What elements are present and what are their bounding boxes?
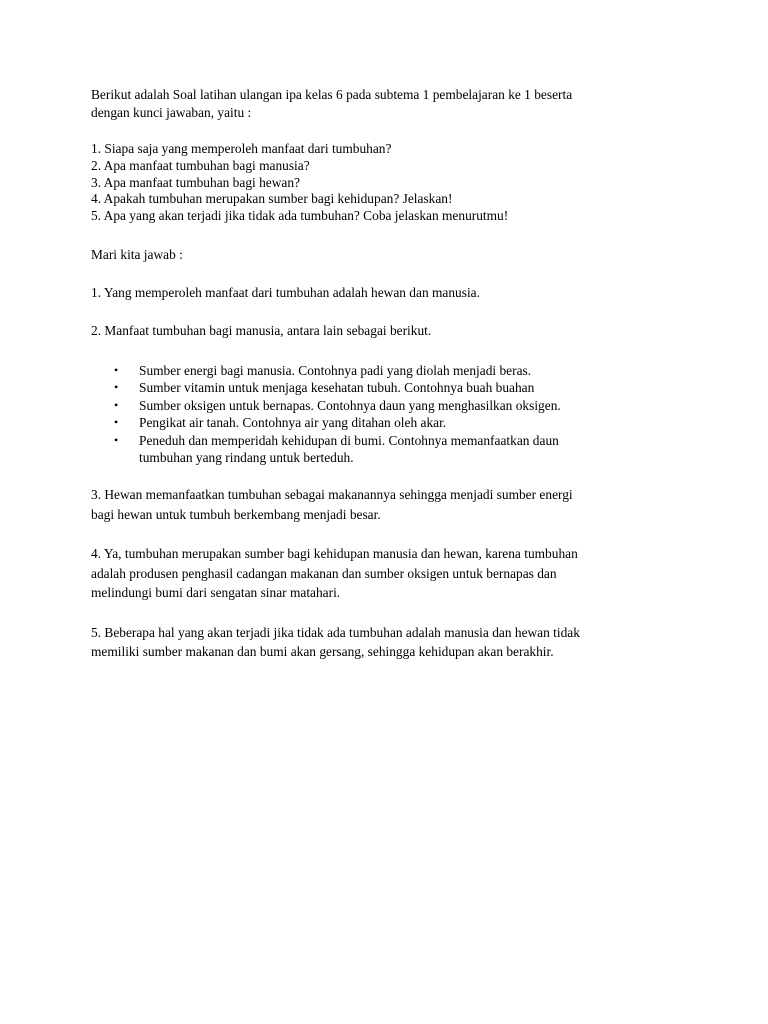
bullet-icon: • <box>114 362 119 377</box>
document-page <box>91 86 681 662</box>
bullet-text: Sumber energi bagi manusia. Contohnya padi yang diolah menjadi beras. <box>139 362 532 378</box>
bullet-item-5 <box>91 432 681 467</box>
answer-4-line-2: adalah produsen penghasil cadangan makanan dan sumber oksigen untuk bernapas dan <box>91 565 557 581</box>
bullet-item-3 <box>91 397 681 414</box>
answer-2-bullet-list <box>91 362 681 466</box>
answers-heading: Mari kita jawab : <box>91 246 183 262</box>
question-item-5: 5. Apa yang akan terjadi jika tidak ada tumbuhan? Coba jelaskan menurutmu! <box>91 208 509 224</box>
question-list <box>91 141 681 225</box>
bullet-icon: • <box>114 432 119 447</box>
answer-4-line-1: 4. Ya, tumbuhan merupakan sumber bagi kehidupan manusia dan hewan, karena tumbuhan <box>91 546 578 562</box>
bullet-text: Sumber oksigen untuk bernapas. Contohnya daun yang menghasilkan oksigen. <box>139 397 561 413</box>
bullet-icon: • <box>114 397 119 412</box>
question-item-1: 1. Siapa saja yang memperoleh manfaat dari tumbuhan? <box>91 141 392 156</box>
intro-line-2: dengan kunci jawaban, yaitu : <box>91 104 252 120</box>
bullet-item-2 <box>91 379 681 396</box>
bullet-text: Sumber vitamin untuk menjaga kesehatan tubuh. Contohnya buah buahan <box>139 380 535 396</box>
bullet-text: Peneduh dan memperidah kehidupan di bumi. Contohnya memanfaatkan daun <box>139 432 559 448</box>
bullet-icon: • <box>114 415 119 430</box>
answer-4 <box>91 544 681 603</box>
answer-3 <box>91 485 681 524</box>
intro-line-1: Berikut adalah Soal latihan ulangan ipa kelas 6 pada subtema 1 pembelajaran ke 1 beserta <box>91 87 573 102</box>
answer-4-line-3: melindungi bumi dari sengatan sinar matahari. <box>91 585 341 601</box>
answer-3-line-2: bagi hewan untuk tumbuh berkembang menjadi besar. <box>91 506 381 522</box>
question-item-4: 4. Apakah tumbuhan merupakan sumber bagi kehidupan? Jelaskan! <box>91 191 453 207</box>
question-item-2: 2. Apa manfaat tumbuhan bagi manusia? <box>91 157 310 173</box>
bullet-item-4 <box>91 414 681 431</box>
bullet-item-1 <box>91 362 681 379</box>
answer-3-line-1: 3. Hewan memanfaatkan tumbuhan sebagai makanannya sehingga menjadi sumber energi <box>91 487 573 503</box>
question-item-3: 3. Apa manfaat tumbuhan bagi hewan? <box>91 174 300 190</box>
intro-paragraph <box>91 86 681 121</box>
answer-5-line-2: memiliki sumber makanan dan bumi akan gersang, sehingga kehidupan akan berakhir. <box>91 644 554 660</box>
bullet-text-continuation: tumbuhan yang rindang untuk berteduh. <box>139 450 354 466</box>
bullet-text: Pengikat air tanah. Contohnya air yang ditahan oleh akar. <box>139 415 447 431</box>
answer-2-intro: 2. Manfaat tumbuhan bagi manusia, antara lain sebagai berikut. <box>91 322 432 338</box>
bullet-icon: • <box>114 380 119 395</box>
answer-1: 1. Yang memperoleh manfaat dari tumbuhan adalah hewan dan manusia. <box>91 284 480 300</box>
answer-5-line-1: 5. Beberapa hal yang akan terjadi jika tidak ada tumbuhan adalah manusia dan hewan tidak <box>91 624 580 640</box>
answer-5 <box>91 623 681 662</box>
